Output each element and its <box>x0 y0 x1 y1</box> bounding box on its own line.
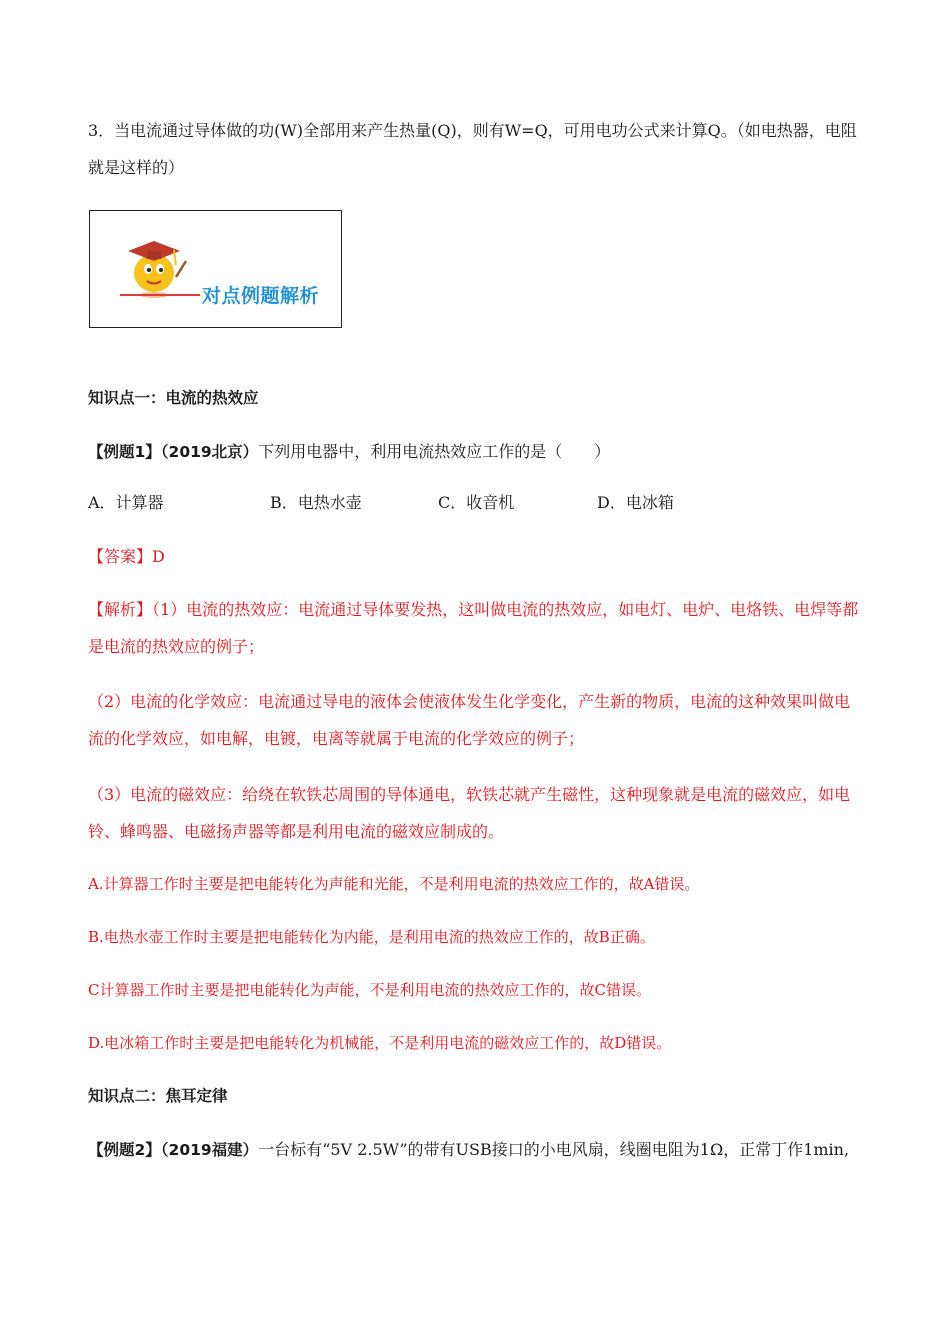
example2-text: 一台标有“5V 2.5W”的带有USB接口的小电风扇，线圈电阻为1Ω，正常丁作1min, <box>258 1140 850 1159</box>
example1-answer <box>88 538 864 575</box>
example1-question <box>88 433 864 471</box>
intro-paragraph: 3．当电流通过导体做的功(W)全部用来产生热量(Q)，则有W=Q，可用电功公式来计算Q。（如电热器，电阻就是这样的） <box>88 121 857 177</box>
answer-value: D <box>152 547 165 566</box>
example2-label: 【例题2】 <box>88 1141 161 1159</box>
analysis-p1-text: （1）电流的热效应：电流通过导体要发热，这叫做电流的热效应，如电灯、电炉、电烙铁、电焊等都是电流的热效应的例子； <box>88 600 859 656</box>
analysis-option-a: A.计算器工作时主要是把电能转化为声能和光能，不是利用电流的热效应工作的，故A错误。 <box>88 875 700 893</box>
analysis-p2: （2）电流的化学效应：电流通过导电的液体会使液体发生化学变化，产生新的物质，电流的这种效果叫做电流的化学效应，如电解，电镀，电离等就属于电流的化学效应的例子； <box>88 692 851 748</box>
example1-label: 【例题1】 <box>88 443 161 461</box>
analysis-label: 【解析】 <box>88 600 153 619</box>
answer-label: 【答案】 <box>88 547 153 566</box>
section2-heading: 知识点二：焦耳定律 <box>88 1087 228 1105</box>
banner-divider <box>120 294 200 296</box>
option-a: A．计算器 <box>88 493 164 512</box>
section-banner <box>89 210 342 328</box>
example1-source: （2019北京） <box>160 443 259 461</box>
example1-text: 下列用电器中，利用电流热效应工作的是（ ） <box>258 442 611 461</box>
banner-title: 对点例题解析 <box>202 285 320 307</box>
analysis-p1 <box>88 591 864 665</box>
section1-heading: 知识点一：电流的热效应 <box>88 389 259 407</box>
option-d: D．电冰箱 <box>597 493 674 512</box>
analysis-option-d: D.电冰箱工作时主要是把电能转化为机械能，不是利用电流的磁效应工作的，故D错误。 <box>88 1034 672 1052</box>
analysis-option-c: C计算器工作时主要是把电能转化为声能，不是利用电流的热效应工作的，故C错误。 <box>88 981 651 999</box>
example2-question <box>88 1131 864 1169</box>
analysis-option-b: B.电热水壶工作时主要是把电能转化为内能，是利用电流的热效应工作的，故B正确。 <box>88 928 655 946</box>
option-c: C．收音机 <box>438 493 515 512</box>
example2-source: （2019福建） <box>160 1141 259 1159</box>
option-b: B．电热水壶 <box>270 493 362 512</box>
graduate-mascot-icon <box>114 225 194 305</box>
analysis-p3: （3）电流的磁效应：给绕在软铁芯周围的导体通电，软铁芯就产生磁性，这种现象就是电流的磁效应，如电铃、蜂鸣器、电磁扬声器等都是利用电流的磁效应制成的。 <box>88 785 851 841</box>
